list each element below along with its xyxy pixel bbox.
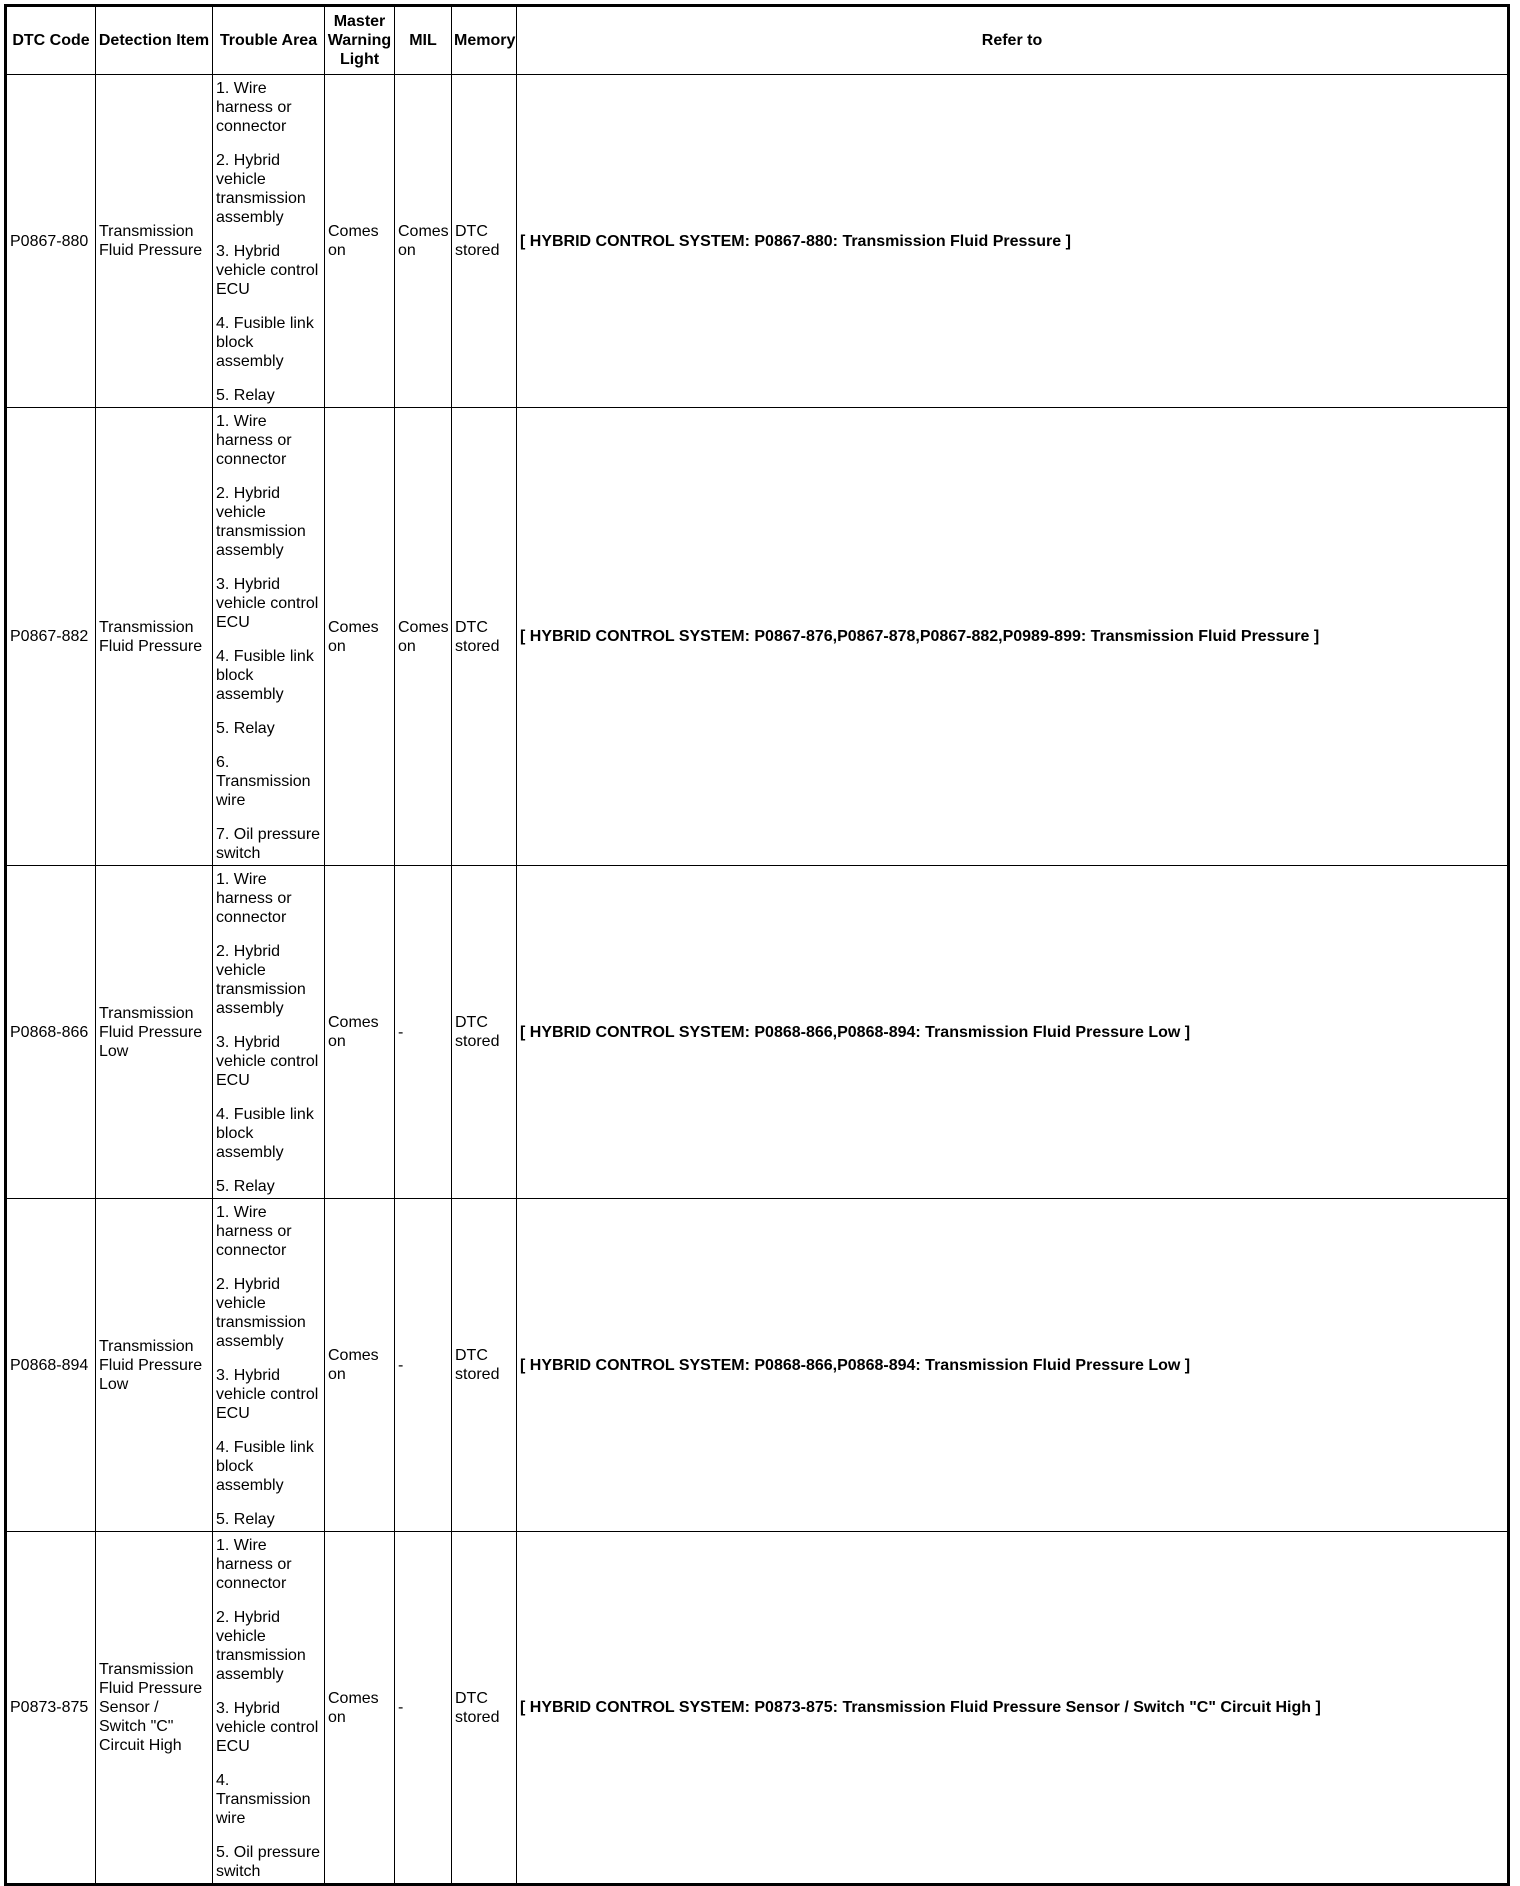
trouble-area-item: 2. Hybrid vehicle transmission assembly bbox=[216, 485, 306, 559]
trouble-area-item: 3. Hybrid vehicle control ECU bbox=[216, 1367, 319, 1422]
dtc-code-cell: P0867-880 bbox=[6, 75, 96, 408]
trouble-area-item: 6. Transmission wire bbox=[216, 754, 311, 809]
mil-cell: - bbox=[395, 866, 452, 1199]
memory-cell: DTC stored bbox=[452, 1532, 517, 1885]
trouble-area-cell bbox=[213, 408, 325, 866]
trouble-area-item: 5. Oil pressure switch bbox=[216, 1844, 321, 1880]
master-warning-light-cell: Comes on bbox=[325, 866, 395, 1199]
master-warning-light-cell: Comes on bbox=[325, 1199, 395, 1532]
col-header-master-warning-light: Master Warning Light bbox=[325, 6, 395, 75]
trouble-area-item: 5. Relay bbox=[216, 720, 275, 737]
trouble-area-item: 5. Relay bbox=[216, 1511, 275, 1528]
trouble-area-item: 4. Fusible link block assembly bbox=[216, 315, 314, 370]
trouble-area-item: 2. Hybrid vehicle transmission assembly bbox=[216, 943, 306, 1017]
trouble-area-item: 1. Wire harness or connector bbox=[216, 1537, 292, 1592]
mil-cell: Comes on bbox=[395, 75, 452, 408]
memory-cell: DTC stored bbox=[452, 75, 517, 408]
dtc-table bbox=[4, 4, 1510, 1886]
memory-cell: DTC stored bbox=[452, 1199, 517, 1532]
dtc-code-cell: P0868-866 bbox=[6, 866, 96, 1199]
mil-cell: - bbox=[395, 1532, 452, 1885]
trouble-area-item: 4. Fusible link block assembly bbox=[216, 1106, 314, 1161]
trouble-area-item: 1. Wire harness or connector bbox=[216, 413, 292, 468]
table-header-row bbox=[6, 6, 1509, 75]
memory-cell: DTC stored bbox=[452, 408, 517, 866]
trouble-area-cell bbox=[213, 1532, 325, 1885]
refer-to-link[interactable]: [ HYBRID CONTROL SYSTEM: P0867-876,P0867-878,P0867-882,P0989-899: Transmission Fluid Pressure ] bbox=[517, 408, 1509, 866]
detection-item-cell: Transmission Fluid Pressure Sensor / Switch "C" Circuit High bbox=[96, 1532, 213, 1885]
trouble-area-item: 4. Fusible link block assembly bbox=[216, 1439, 314, 1494]
table-row bbox=[6, 408, 1509, 866]
dtc-code-cell: P0868-894 bbox=[6, 1199, 96, 1532]
trouble-area-item: 5. Relay bbox=[216, 1178, 275, 1195]
detection-item-cell: Transmission Fluid Pressure Low bbox=[96, 866, 213, 1199]
master-warning-light-cell: Comes on bbox=[325, 408, 395, 866]
refer-to-link[interactable]: [ HYBRID CONTROL SYSTEM: P0867-880: Transmission Fluid Pressure ] bbox=[517, 75, 1509, 408]
trouble-area-cell bbox=[213, 1199, 325, 1532]
trouble-area-cell bbox=[213, 75, 325, 408]
col-header-trouble-area: Trouble Area bbox=[213, 6, 325, 75]
trouble-area-item: 1. Wire harness or connector bbox=[216, 871, 292, 926]
trouble-area-item: 2. Hybrid vehicle transmission assembly bbox=[216, 152, 306, 226]
trouble-area-item: 3. Hybrid vehicle control ECU bbox=[216, 243, 319, 298]
detection-item-cell: Transmission Fluid Pressure bbox=[96, 75, 213, 408]
trouble-area-cell bbox=[213, 866, 325, 1199]
trouble-area-item: 3. Hybrid vehicle control ECU bbox=[216, 1034, 319, 1089]
detection-item-cell: Transmission Fluid Pressure bbox=[96, 408, 213, 866]
mil-cell: Comes on bbox=[395, 408, 452, 866]
table-row bbox=[6, 1199, 1509, 1532]
trouble-area-item: 4. Transmission wire bbox=[216, 1772, 311, 1827]
mil-cell: - bbox=[395, 1199, 452, 1532]
dtc-table-container bbox=[4, 4, 1510, 1886]
col-header-detection-item: Detection Item bbox=[96, 6, 213, 75]
refer-to-link[interactable]: [ HYBRID CONTROL SYSTEM: P0873-875: Transmission Fluid Pressure Sensor / Switch "C" Circuit High ] bbox=[517, 1532, 1509, 1885]
table-row bbox=[6, 1532, 1509, 1885]
trouble-area-item: 4. Fusible link block assembly bbox=[216, 648, 314, 703]
col-header-memory: Memory bbox=[452, 6, 517, 75]
trouble-area-item: 2. Hybrid vehicle transmission assembly bbox=[216, 1276, 306, 1350]
dtc-code-cell: P0873-875 bbox=[6, 1532, 96, 1885]
trouble-area-item: 5. Relay bbox=[216, 387, 275, 404]
col-header-refer-to: Refer to bbox=[517, 6, 1509, 75]
trouble-area-item: 2. Hybrid vehicle transmission assembly bbox=[216, 1609, 306, 1683]
dtc-code-cell: P0867-882 bbox=[6, 408, 96, 866]
col-header-mil: MIL bbox=[395, 6, 452, 75]
detection-item-cell: Transmission Fluid Pressure Low bbox=[96, 1199, 213, 1532]
table-row bbox=[6, 866, 1509, 1199]
trouble-area-item: 3. Hybrid vehicle control ECU bbox=[216, 1700, 319, 1755]
refer-to-link[interactable]: [ HYBRID CONTROL SYSTEM: P0868-866,P0868-894: Transmission Fluid Pressure Low ] bbox=[517, 1199, 1509, 1532]
trouble-area-item: 7. Oil pressure switch bbox=[216, 826, 321, 862]
master-warning-light-cell: Comes on bbox=[325, 1532, 395, 1885]
memory-cell: DTC stored bbox=[452, 866, 517, 1199]
master-warning-light-cell: Comes on bbox=[325, 75, 395, 408]
col-header-dtc-code: DTC Code bbox=[6, 6, 96, 75]
refer-to-link[interactable]: [ HYBRID CONTROL SYSTEM: P0868-866,P0868-894: Transmission Fluid Pressure Low ] bbox=[517, 866, 1509, 1199]
trouble-area-item: 3. Hybrid vehicle control ECU bbox=[216, 576, 319, 631]
table-row bbox=[6, 75, 1509, 408]
trouble-area-item: 1. Wire harness or connector bbox=[216, 1204, 292, 1259]
trouble-area-item: 1. Wire harness or connector bbox=[216, 80, 292, 135]
